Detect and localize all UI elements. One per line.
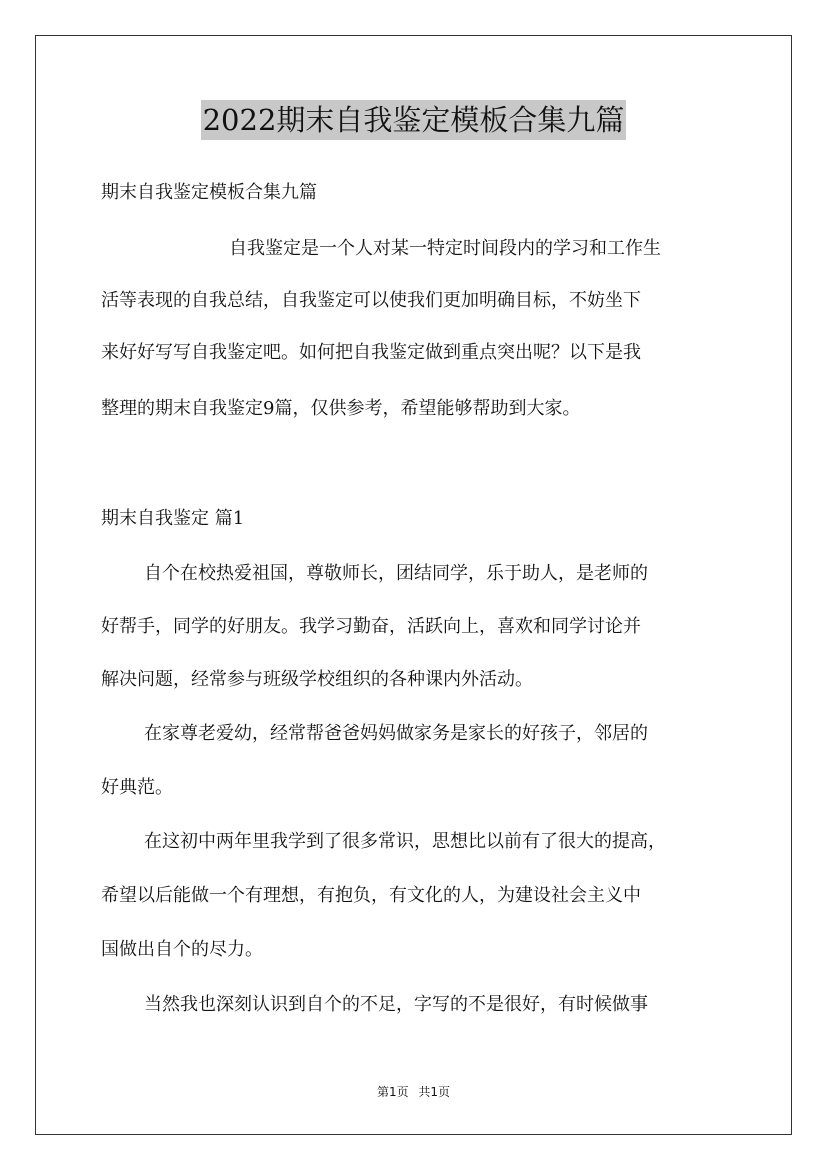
body-line-1: 自个在校热爱祖国，尊敬师长，团结同学，乐于助人，是老师的 — [144, 563, 648, 584]
section-heading: 期末自我鉴定 篇1 — [101, 508, 245, 529]
page-footer — [0, 1083, 827, 1100]
intro-line-4: 整理的期末自我鉴定9篇，仅供参考，希望能够帮助到大家。 — [101, 398, 581, 419]
intro-line-1: 自我鉴定是一个人对某一特定时间段内的学习和工作生 — [229, 238, 661, 259]
body-line-4: 在家尊老爱幼，经常帮爸爸妈妈做家务是家长的好孩子，邻居的 — [144, 723, 648, 744]
body-line-8: 国做出自个的尽力。 — [101, 939, 263, 960]
body-line-6: 在这初中两年里我学到了很多常识，思想比以前有了很大的提高， — [144, 831, 666, 852]
intro-line-3: 来好好写写自我鉴定吧。如何把自我鉴定做到重点突出呢？以下是我 — [101, 342, 641, 363]
body-line-3: 解决问题，经常参与班级学校组织的各种课内外活动。 — [101, 669, 533, 690]
page-total: 共1页 — [418, 1085, 451, 1099]
title-container — [0, 100, 827, 140]
body-line-9: 当然我也深刻认识到自个的不足，字写的不是很好，有时候做事 — [144, 994, 648, 1015]
document-subtitle: 期末自我鉴定模板合集九篇 — [101, 182, 317, 203]
body-line-7: 希望以后能做一个有理想，有抱负，有文化的人，为建设社会主义中 — [101, 885, 641, 906]
body-line-5: 好典范。 — [101, 777, 173, 798]
page-number: 第1页 — [376, 1085, 409, 1099]
document-title: 2022期末自我鉴定模板合集九篇 — [201, 100, 627, 140]
intro-line-2: 活等表现的自我总结，自我鉴定可以使我们更加明确目标，不妨坐下 — [101, 290, 641, 311]
body-line-2: 好帮手，同学的好朋友。我学习勤奋，活跃向上，喜欢和同学讨论并 — [101, 616, 641, 637]
